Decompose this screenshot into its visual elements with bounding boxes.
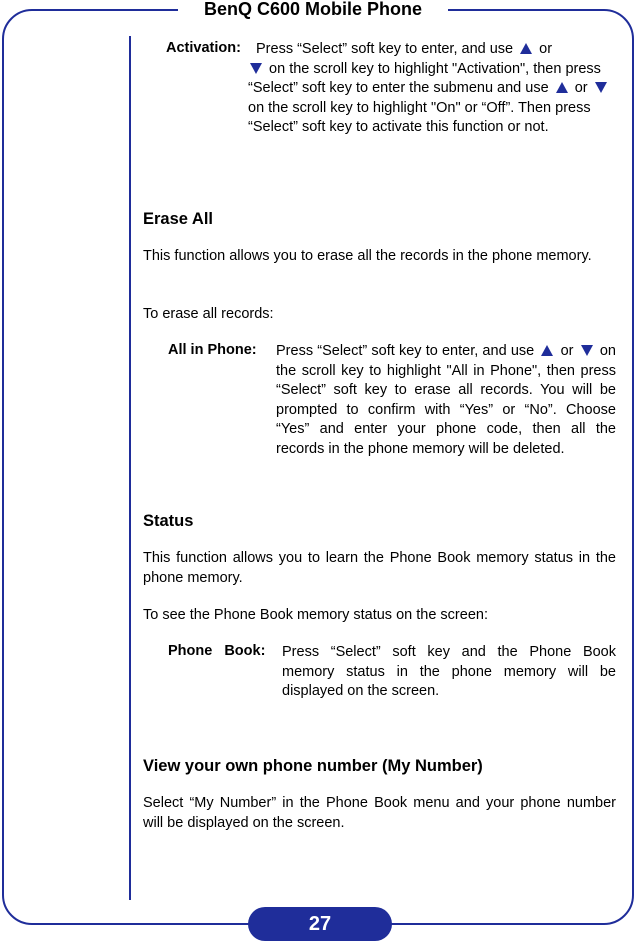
- scroll-down-arrow-icon: [595, 82, 607, 93]
- activation-text-1: Press “Select” soft key to enter, and use: [256, 41, 514, 57]
- all-in-phone-or: or: [560, 343, 574, 359]
- scroll-down-arrow-icon: [581, 345, 593, 356]
- activation-label: Activation:: [166, 40, 241, 56]
- all-in-phone-text: [276, 342, 616, 459]
- erase-all-paragraph: This function allows you to erase all the records in the phone memory.: [143, 248, 592, 264]
- status-paragraph: This function allows you to learn the Phone Book memory status in the phone memory.: [143, 550, 616, 586]
- page-frame: [2, 9, 634, 925]
- all-in-phone-text-1: Press “Select” soft key to enter, and use: [276, 343, 535, 359]
- status-instruction: To see the Phone Book memory status on the screen:: [143, 607, 488, 623]
- header-title: BenQ C600 Mobile Phone: [178, 0, 448, 21]
- activation-text-5: on the scroll key to highlight "On" or “Off”. Then press “Select” soft key to activate this function or not.: [248, 99, 591, 135]
- scroll-up-arrow-icon: [556, 82, 568, 93]
- phone-book-text: Press “Select” soft key and the Phone Book memory status in the phone memory will be displayed on the screen.: [282, 644, 616, 699]
- status-heading: Status: [143, 512, 194, 530]
- activation-or-2: or: [574, 80, 588, 96]
- scroll-up-arrow-icon: [520, 43, 532, 54]
- erase-all-heading: Erase All: [143, 210, 214, 228]
- my-number-heading: View your own phone number (My Number): [143, 757, 483, 775]
- activation-or-1: or: [539, 41, 553, 57]
- phone-book-label: Phone Book:: [168, 643, 266, 659]
- all-in-phone-text-3: on the scroll key to highlight "All in Phone", then press “Select” soft key to erase all records. You will be prompted to confirm with “Yes” or “No”. Choose “Yes” and enter your phone code, then all the records in the phone memory will be deleted.: [276, 343, 616, 457]
- all-in-phone-label: All in Phone:: [168, 342, 257, 358]
- page-number: 27: [248, 907, 392, 941]
- activation-text-3: on the scroll key to highlight "Activation", then press “Select” soft key to enter the submenu and use: [248, 60, 601, 96]
- activation-text: [248, 40, 618, 138]
- margin-rule: [129, 36, 131, 900]
- scroll-down-arrow-icon: [250, 63, 262, 74]
- my-number-paragraph: Select “My Number” in the Phone Book menu and your phone number will be displayed on the screen.: [143, 795, 616, 831]
- scroll-up-arrow-icon: [541, 345, 553, 356]
- erase-all-instruction: To erase all records:: [143, 306, 274, 322]
